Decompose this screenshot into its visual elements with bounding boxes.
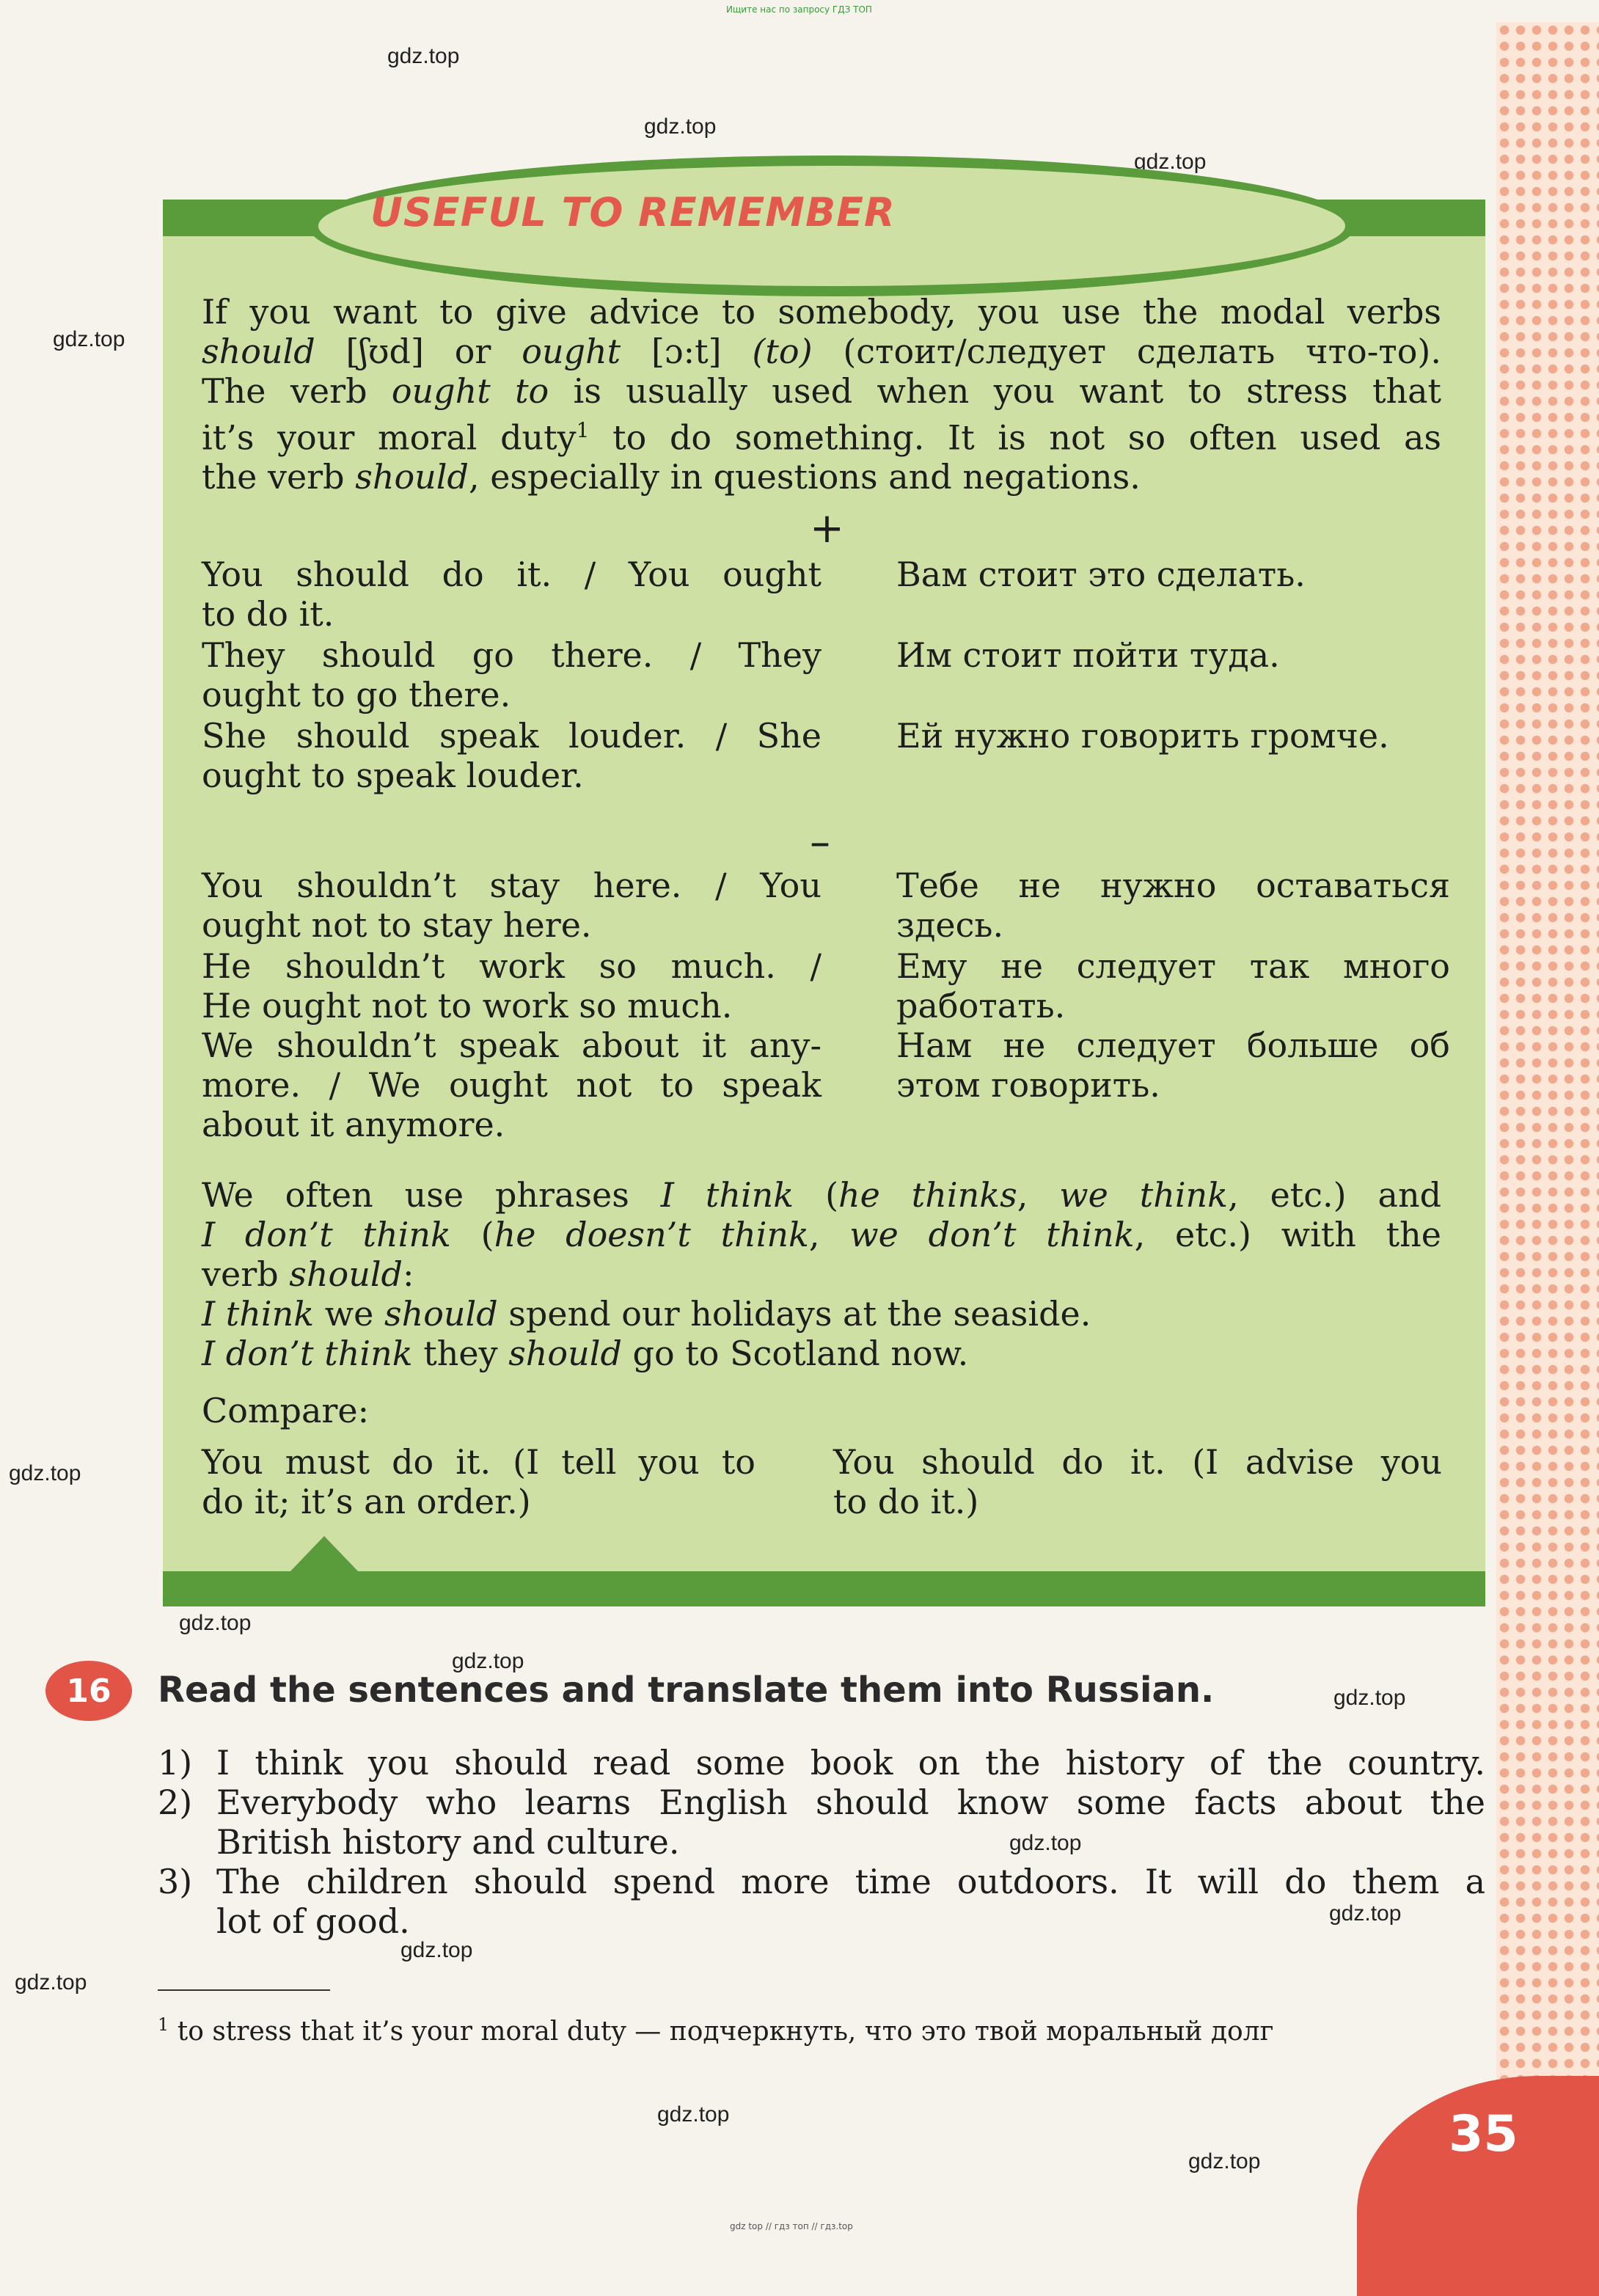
minus-sign: – (810, 819, 830, 866)
positive-example-3-en: She should speak louder. / She ought to speak louder. (202, 716, 822, 795)
intro-paragraph (202, 292, 1441, 497)
phrases-line-1: We often use phrases I think (he thinks, we think, etc.) and (202, 1175, 1442, 1215)
phrase-example-1: I think we should spend our holidays at the seaside. (202, 1294, 1091, 1334)
watermark: gdz.top (9, 1461, 81, 1485)
phrases-paragraph (202, 1175, 1441, 1373)
watermark: gdz.top (452, 1649, 524, 1673)
side-pattern (1496, 22, 1599, 2236)
watermark: gdz.top (387, 44, 460, 68)
rule-box-pointer (289, 1536, 359, 1573)
task-item-3: 3) The children should spend more time outdoors. It will do them a lot of good. (158, 1862, 1485, 1941)
task-item-2: 2) Everybody who learns English should know some facts about the British history and culture. (158, 1783, 1485, 1862)
negative-example-2-en: He shouldn’t work so much. / He ought not to work so much. (202, 946, 822, 1025)
negative-example-1-en: You shouldn’t stay here. / You ought not to stay here. (202, 866, 822, 945)
negative-example-3-ru: Нам не следует больше об этом говорить. (896, 1025, 1450, 1105)
positive-example-3-ru: Ей нужно говорить громче. (896, 716, 1389, 756)
watermark: gdz.top (657, 2102, 730, 2127)
watermark: gdz.top (179, 1611, 252, 1635)
plus-sign: + (810, 505, 844, 552)
negative-example-3-en: We shouldn’t speak about it any- more. / We ought not to speak about it anymore. (202, 1025, 822, 1144)
phrases-line-3: verb should: (202, 1254, 414, 1294)
footnote: $^1$ to stress that it’s your moral duty — подчеркнуть, что это твой моральный долг (158, 2014, 1274, 2047)
footnote-divider (158, 1989, 330, 1991)
watermark: gdz.top (1009, 1831, 1082, 1855)
positive-example-1-ru: Вам стоит это сделать. (896, 555, 1306, 594)
intro-line-2: should [ʃʊd] or ought [ɔ:t] (to) (стоит/следует сделать что-то). (202, 332, 1441, 371)
intro-line-5: the verb should, especially in questions and negations. (202, 457, 1141, 497)
intro-line-1: If you want to give advice to somebody, you use the modal verbs (202, 292, 1441, 332)
compare-label: Compare: (202, 1391, 370, 1430)
negative-example-2-ru: Ему не следует так много работать. (896, 946, 1450, 1025)
watermark: gdz.top (1333, 1686, 1406, 1710)
watermark: gdz.top (400, 1938, 473, 1962)
task-number-badge: 16 (45, 1661, 132, 1721)
watermark: gdz.top (1134, 150, 1207, 174)
watermark: gdz.top (15, 1970, 87, 1995)
positive-example-2-ru: Им стоит пойти туда. (896, 635, 1280, 675)
watermark: gdz.top (1329, 1901, 1402, 1926)
intro-line-4: it’s your moral duty$^1$ to do something. It is not so often used as (202, 417, 1441, 458)
compare-left: You must do it. (I tell you to do it; it’s an order.) (202, 1442, 755, 1521)
phrases-line-2: I don’t think (he doesn’t think, we don’t think, etc.) with the (202, 1215, 1441, 1254)
task-item-1: 1) I think you should read some book on the history of the country. (158, 1743, 1485, 1783)
positive-example-2-en: They should go there. / They ought to go there. (202, 635, 822, 714)
watermark: gdz.top (644, 114, 717, 139)
negative-example-1-ru: Тебе не нужно оставаться здесь. (896, 866, 1450, 945)
watermark: gdz.top (1188, 2149, 1261, 2173)
compare-right: You should do it. (I advise you to do it.) (833, 1442, 1442, 1521)
top-note: Ищите нас по запросу ГДЗ ТОП (726, 4, 872, 15)
rule-box-bottom-bar (163, 1571, 1485, 1606)
phrase-example-2: I don’t think they should go to Scotland now. (202, 1334, 969, 1373)
watermark: gdz.top (53, 327, 125, 351)
positive-example-1-en: You should do it. / You ought to do it. (202, 555, 822, 634)
rule-title: USEFUL TO REMEMBER (370, 189, 896, 235)
footnote-marker: 1 (576, 418, 590, 442)
intro-line-3: The verb ought to is usually used when you want to stress that (202, 371, 1442, 411)
task-title: Read the sentences and translate them into Russian. (158, 1670, 1215, 1711)
page-number: 35 (1449, 2105, 1518, 2163)
bottom-note: gdz top // гдз топ // гдз.top (730, 2221, 853, 2231)
